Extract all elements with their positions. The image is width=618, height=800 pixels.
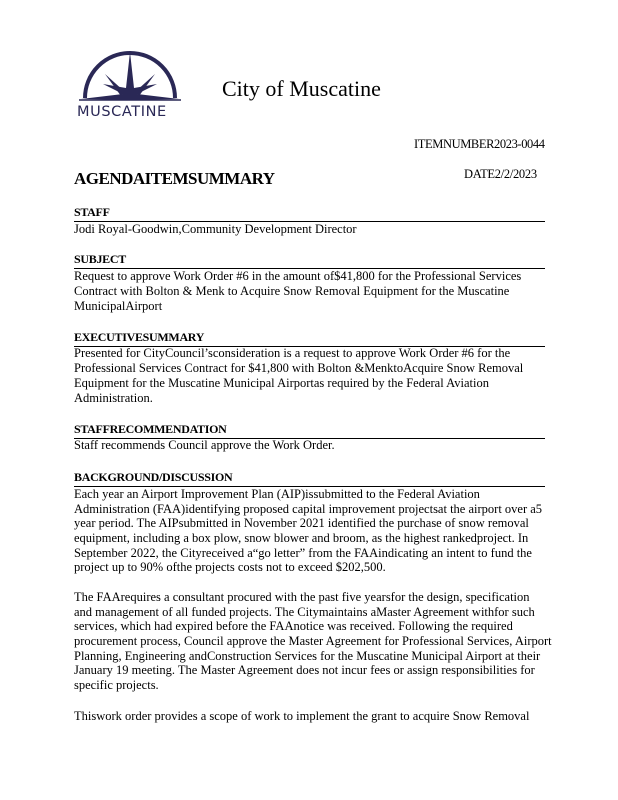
section-heading-staff: STAFF	[74, 205, 110, 219]
section-heading-executive-summary: EXECUTIVESUMMARY	[74, 330, 205, 344]
background-line: The FAArequires a consultant procured with the past five yearsfor the design, specification	[74, 590, 530, 604]
staff-recommendation-text: Staff recommends Council approve the Work Order.	[74, 438, 335, 452]
item-number: ITEMNUMBER2023-0044	[414, 137, 545, 151]
background-line: Administration (FAA)identifying proposed capital improvement projectsat the airport over a5	[74, 502, 543, 516]
background-line: procurement process, Council approve the Master Agreement for Professional Services, Airport	[74, 634, 552, 648]
background-line: September 2022, the Cityreceived a“go letter” from the FAAindicating an intent to fund the	[74, 546, 532, 560]
background-line: January 19 meeting. The Master Agreement does not incur fees or assign responsibilities for	[74, 663, 535, 677]
background-line: equipment, including a box plow, snow blower and broom, as the highest rankedproject. In	[74, 531, 529, 545]
background-line: year period. The AIPsubmitted in November 2021 identified the purchase of snow removal	[74, 516, 529, 530]
section-heading-background: BACKGROUND/DISCUSSION	[74, 470, 233, 484]
background-line: Thiswork order provides a scope of work to implement the grant to acquire Snow Removal	[74, 709, 530, 723]
background-line: services, which had expired before the FAAnotice was received. Following the required	[74, 619, 513, 633]
executive-summary-line: Administration.	[74, 391, 153, 405]
document-title: AGENDAITEMSUMMARY	[74, 169, 275, 188]
subject-line: Contract with Bolton & Menk to Acquire Snow Removal Equipment for the Muscatine	[74, 284, 510, 298]
section-heading-subject: SUBJECT	[74, 252, 126, 266]
date: DATE2/2/2023	[464, 167, 537, 181]
executive-summary-line: Equipment for the Muscatine Municipal Airportas required by the Federal Aviation	[74, 376, 489, 390]
executive-summary-line: Professional Services Contract for $41,800 with Bolton &MenktoAcquire Snow Removal	[74, 361, 524, 375]
subject-line: Request to approve Work Order #6 in the amount of$41,800 for the Professional Services	[74, 269, 522, 283]
background-line: specific projects.	[74, 678, 159, 692]
page-title: City of Muscatine	[222, 76, 381, 101]
background-line: Planning, Engineering andConstruction Services for the Muscatine Municipal Airport at their	[74, 649, 541, 663]
section-heading-staff-recommendation: STAFFRECOMMENDATION	[74, 422, 227, 436]
background-line: Each year an Airport Improvement Plan (AIP)issubmitted to the Federal Aviation	[74, 487, 480, 501]
subject-line: MunicipalAirport	[74, 299, 163, 313]
staff-text: Jodi Royal-Goodwin,Community Development Director	[74, 222, 357, 236]
logo-text: MUSCATINE	[77, 104, 167, 120]
background-line: and management of all funded projects. The Citymaintains aMaster Agreement withfor such	[74, 605, 535, 619]
executive-summary-line: Presented for CityCouncil’sconsideration is a request to approve Work Order #6 for the	[74, 346, 511, 360]
background-line: project up to 90% ofthe projects costs not to exceed $202,500.	[74, 560, 386, 574]
